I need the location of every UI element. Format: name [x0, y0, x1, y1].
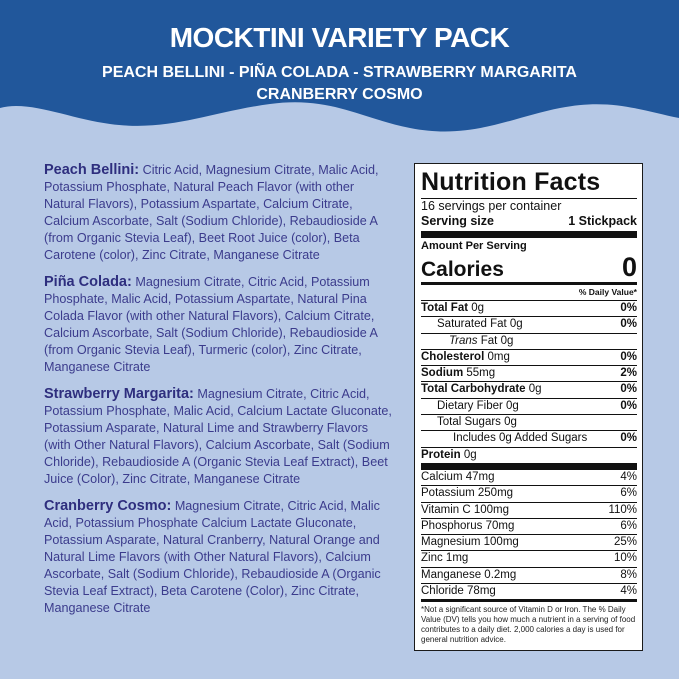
mineral-dv: 4% — [620, 470, 637, 483]
mineral-row — [421, 470, 637, 485]
flavor-list-line-1: PEACH BELLINI - PIÑA COLADA - STRAWBERRY MARGARITA — [102, 64, 577, 81]
mineral-row — [421, 518, 637, 534]
servings-per-container: 16 servings per container — [421, 199, 562, 213]
nutrient-row-total-carbohydrate — [421, 381, 637, 397]
mineral-row — [421, 534, 637, 550]
mineral-label: Potassium 250mg — [421, 487, 514, 500]
nutrient-row-protein — [421, 447, 637, 470]
mineral-row — [421, 502, 637, 518]
nutrient-label: Includes 0g Added Sugars — [453, 432, 588, 445]
nutrient-amount: 0g — [509, 318, 523, 331]
nutrient-label: Fat — [480, 334, 498, 347]
nutrient-dv: 2% — [620, 367, 637, 380]
nutrient-row-total-sugars — [421, 414, 637, 430]
mineral-label: Magnesium 100mg — [421, 536, 519, 549]
mineral-row — [421, 567, 637, 583]
nutrient-amount: 55mg — [466, 367, 496, 380]
nutrient-amount: 0g — [463, 448, 477, 461]
nutrient-amount: 0g — [500, 334, 514, 347]
ingredient-flavor-name: Cranberry Cosmo: — [44, 498, 172, 514]
mineral-row — [421, 583, 637, 602]
amount-per-serving: Amount Per Serving — [421, 240, 527, 252]
ingredient-text: Magnesium Citrate, Citric Acid, Malic Acid, Potassium Phosphate Calcium Lactate Gluconate, Potassium Asparate, Natural Cranberry, Natural Orange and Natural Lime Flavors (with Other Natural Flavors), Calcium Ascorbate, Salt (Sodium Chloride), Rebaudioside A (Organic Stevia Leaf Extract), Beta Carotene (Color), Zinc Citrate, Manganese Citrate — [44, 499, 381, 615]
mineral-label: Phosphorus 70mg — [421, 519, 515, 532]
nutrient-label: Sodium — [421, 367, 464, 380]
nutrient-row-added-sugars — [421, 430, 637, 446]
mineral-label: Calcium 47mg — [421, 470, 495, 483]
header-banner — [0, 0, 679, 150]
mineral-dv: 10% — [613, 552, 637, 565]
nutrient-dv: 0% — [620, 302, 637, 314]
nutrient-label: Total Sugars — [437, 416, 501, 429]
mineral-row — [421, 485, 637, 501]
serving-size-row — [421, 214, 637, 238]
ingredient-block-strawberry-margarita — [44, 386, 396, 488]
nutrient-row-dietary-fiber — [421, 398, 637, 414]
nutrient-dv: 0% — [620, 399, 637, 412]
nutrient-amount: 0g — [471, 302, 485, 314]
ingredient-block-peach-bellini — [44, 162, 396, 264]
ingredient-flavor-name: Piña Colada: — [44, 274, 132, 290]
mineral-dv: 8% — [620, 568, 637, 581]
ingredients-list — [44, 162, 396, 627]
mineral-label: Manganese 0.2mg — [421, 568, 517, 581]
ingredient-text: Citric Acid, Magnesium Citrate, Malic Acid, Potassium Phosphate, Natural Peach Flavor (with other Natural Flavors), Potassium Aspartate, Calcium Citrate, Calcium Ascorbate, Salt (Sodium Chloride), Rebaudioside A (from Organic Stevia Leaf), Beet Root Juice (color), Beta Carotene (color), Zinc Citrate, Manganese Citrate — [44, 163, 379, 262]
ingredient-text: Magnesium Citrate, Citric Acid, Potassium Phosphate, Malic Acid, Potassium Aspartate, Natural Pina Colada Flavor (with other Natural Flavors), Calcium Citrate, Calcium Ascorbate, Salt (Sodium Chloride), Rebaudioside A (from Organic Stevia Leaf), Turmeric (color), Zinc Citrate, Manganese Citrate — [44, 275, 378, 374]
page-title: MOCKTINI VARIETY PACK — [169, 22, 510, 53]
nutrient-label: Protein — [421, 448, 461, 461]
nutrition-footnote: *Not a significant source of Vitamin D or Iron. The % Daily Value (DV) tells you how much a nutrient in a serving of food contributes to a daily diet. 2,000 calories a day is used for general nutrition advice. — [421, 605, 636, 645]
nutrient-label: Total Fat — [421, 302, 469, 314]
flavor-list-line-2: CRANBERRY COSMO — [256, 86, 423, 103]
nutrient-amount: 0g — [504, 416, 517, 429]
mineral-dv: 6% — [620, 519, 637, 532]
nutrition-facts-panel — [414, 163, 643, 651]
nutrition-facts-title: Nutrition Facts — [421, 168, 637, 199]
mineral-label: Zinc 1mg — [421, 552, 469, 565]
calories-row — [421, 252, 637, 285]
nutrient-row-saturated-fat — [421, 316, 637, 332]
nutrient-label: Total Carbohydrate — [421, 383, 526, 396]
nutrient-label: Dietary Fiber — [437, 399, 503, 412]
nutrient-amount: 0g — [528, 383, 542, 396]
nutrient-label: Saturated Fat — [437, 318, 507, 331]
calories-label: Calories — [421, 258, 504, 281]
serving-size-label: Serving size — [421, 214, 494, 228]
nutrient-label: Cholesterol — [421, 350, 485, 363]
nutrient-row-total-fat — [421, 300, 637, 316]
nutrient-label-italic: Trans — [449, 334, 478, 347]
nutrient-amount: 0g — [506, 399, 519, 412]
ingredient-flavor-name: Strawberry Margarita: — [44, 386, 194, 402]
nutrient-amount: 0mg — [487, 350, 510, 363]
nutrient-row-trans-fat — [421, 333, 637, 349]
mineral-dv: 4% — [620, 585, 637, 598]
serving-size-value: 1 Stickpack — [568, 214, 637, 228]
mineral-row — [421, 550, 637, 566]
mineral-dv: 6% — [620, 487, 637, 500]
mineral-label: Chloride 78mg — [421, 585, 496, 598]
mineral-label: Vitamin C 100mg — [421, 503, 509, 516]
mineral-dv: 110% — [608, 503, 637, 516]
nutrient-row-cholesterol — [421, 349, 637, 365]
ingredient-flavor-name: Peach Bellini: — [44, 162, 140, 178]
nutrient-dv: 0% — [620, 318, 637, 331]
mineral-dv: 25% — [613, 536, 637, 549]
nutrient-dv: 0% — [620, 432, 637, 445]
calories-value: 0 — [621, 252, 637, 282]
nutrient-dv: 0% — [620, 383, 637, 396]
nutrient-row-sodium — [421, 365, 637, 381]
ingredient-block-pina-colada — [44, 274, 396, 376]
daily-value-header: % Daily Value* — [578, 287, 637, 297]
ingredient-text: Magnesium Citrate, Citric Acid, Potassium Phosphate, Malic Acid, Calcium Lactate Gluconate, Potassium Asparate, Natural Lime and Strawberry Flavors (with Other Natural Flavors), Calcium Ascorbate, Salt (Sodium Chloride), Rebaudioside A (Organic Stevia Leaf Extract), Beet Juice (Color), Zinc Citrate, Manganese Citrate — [44, 387, 392, 486]
ingredient-block-cranberry-cosmo — [44, 498, 396, 617]
nutrient-dv: 0% — [620, 350, 637, 363]
